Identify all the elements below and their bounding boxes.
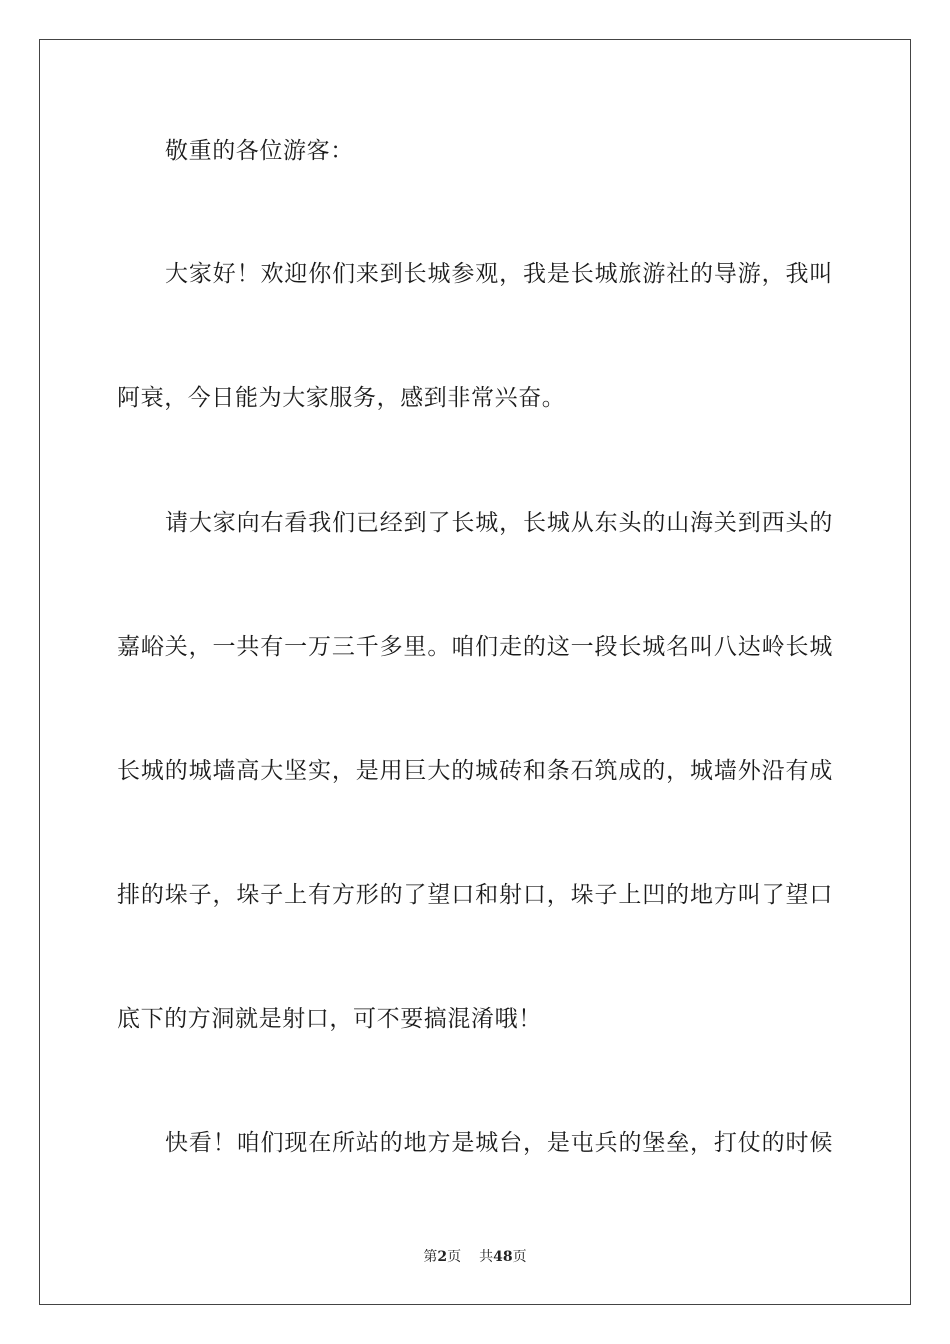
page-number-total: 48	[493, 1249, 513, 1265]
paragraph-line: 长城的城墙高大坚实，是用巨大的城砖和条石筑成的，城墙外沿有成	[117, 758, 833, 784]
page-footer	[0, 1247, 950, 1267]
paragraph-line: 排的垛子，垛子上有方形的了望口和射口，垛子上凹的地方叫了望口	[117, 882, 833, 908]
paragraph-line: 快看！咱们现在所站的地方是城台，是屯兵的堡垒，打仗的时候	[165, 1130, 833, 1156]
paragraph-line: 嘉峪关，一共有一万三千多里。咱们走的这一段长城名叫八达岭长城	[117, 634, 833, 660]
paragraph-line: 大家好！欢迎你们来到长城参观，我是长城旅游社的导游，我叫	[165, 261, 833, 287]
page-number-current: 2	[437, 1249, 448, 1265]
page-number-prefix: 第	[423, 1249, 438, 1265]
paragraph-line: 底下的方洞就是射口，可不要搞混淆哦！	[117, 1006, 542, 1032]
salutation-line: 敬重的各位游客：	[165, 138, 354, 164]
page-number-suffix: 页	[447, 1249, 462, 1265]
page-border	[39, 39, 911, 1305]
page-total-suffix: 页	[512, 1249, 527, 1265]
page-total-prefix: 共	[479, 1249, 494, 1265]
paragraph-line: 请大家向右看我们已经到了长城，长城从东头的山海关到西头的	[165, 510, 833, 536]
paragraph-line: 阿衰，今日能为大家服务，感到非常兴奋。	[117, 385, 566, 411]
